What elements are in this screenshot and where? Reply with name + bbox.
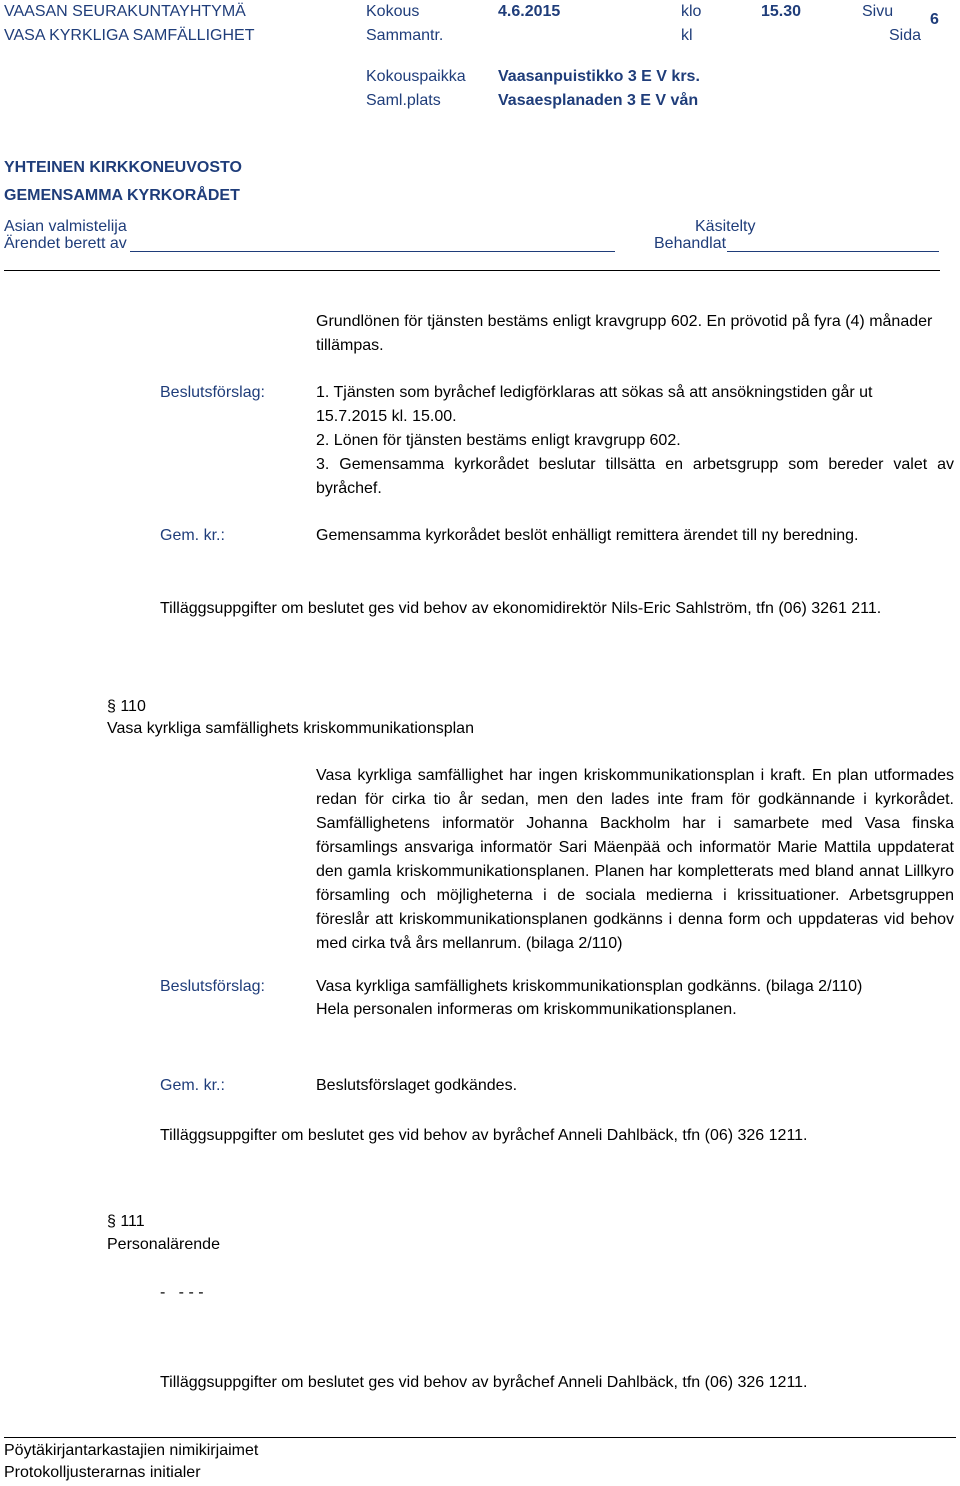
meeting-date: 4.6.2015 (498, 3, 561, 20)
section-110-body: Vasa kyrkliga samfällighet har ingen kriskommunikationsplan i kraft. En plan utformades redan för cirka tio år sedan, men den lades inte fram för godkännande i kyrkorådet. Samfällighetens informatör Johanna Backholm har i samarbete med Vasa finska församlings ansvariga informatör Sari Mäenpää och informatör Marie Mattila uppdaterat den gamla kriskommunikationsplanen. Planen har kompletterats med bland annat Lillkyro församling och möjligheterna i de sociala medierna i krissituationer. Arbetsgruppen föreslår att kriskommunikationsplanen godkänns i denna form och uppdateras vid behov med cirka två års mellanrum. (bilaga 2/110) (316, 767, 954, 952)
section-110-title: Vasa kyrkliga samfällighets kriskommunikationsplan (107, 720, 474, 737)
section-110-info: Tilläggsuppgifter om beslutet ges vid behov av byråchef Anneli Dahlbäck, tfn (06) 326 1211. (160, 1127, 808, 1144)
section-111-dashes: - - - - (160, 1284, 204, 1301)
org-name-fi: VAASAN SEURAKUNTAYHTYMÄ (4, 3, 246, 20)
proposal-label: Beslutsförslag: (160, 384, 265, 401)
salary-intro: Grundlönen för tjänsten bestäms enligt kravgrupp 602. En prövotid på fyra (4) månader tillämpas. (316, 313, 933, 354)
section-111-info: Tilläggsuppgifter om beslutet ges vid behov av byråchef Anneli Dahlbäck, tfn (06) 326 1211. (160, 1374, 808, 1391)
section-110-decision: Beslutsförslaget godkändes. (316, 1077, 518, 1094)
asian-valmistelija-label: Asian valmistelija (4, 218, 127, 235)
behandlat-label: Behandlat (654, 235, 727, 252)
handled-line (727, 251, 939, 252)
sida-label: Sida (889, 27, 922, 44)
decision-text: Gemensamma kyrkorådet beslöt enhälligt remittera ärendet till ny beredning. (316, 527, 859, 544)
kl-label: kl (681, 27, 693, 44)
samlplats-value: Vasaesplanaden 3 E V vån (498, 92, 699, 109)
sivu-label: Sivu (862, 3, 894, 20)
section-110-decision-label: Gem. kr.: (160, 1077, 225, 1094)
body-name-sv: GEMENSAMMA KYRKORÅDET (4, 187, 240, 204)
info-text (160, 597, 920, 621)
arendet-berett-label: Ärendet berett av (4, 235, 127, 252)
footer-divider (4, 1437, 956, 1438)
section-110-number: § 110 (107, 698, 146, 715)
klo-label: klo (681, 3, 702, 20)
kokouspaikka-label: Kokouspaikka (366, 68, 466, 85)
proposal-item-1: 1. Tjänsten som byråchef ledigförklaras att sökas så att ansökningstiden går ut 15.7.2015 kl. 15.00. (316, 384, 873, 425)
prepared-by-line (130, 251, 615, 252)
sammantr-label: Sammantr. (366, 27, 444, 44)
kokouspaikka-value: Vaasanpuistikko 3 E V krs. (498, 68, 700, 85)
page-number: 6 (930, 11, 939, 28)
footer-initials-fi: Pöytäkirjantarkastajien nimikirjaimet (4, 1442, 259, 1459)
section-111-title: Personalärende (107, 1236, 220, 1253)
footer-initials-sv: Protokolljusterarnas initialer (4, 1464, 201, 1481)
body-name-fi: YHTEINEN KIRKKONEUVOSTO (4, 159, 242, 176)
meeting-time: 15.30 (761, 3, 802, 20)
section-111-number: § 111 (107, 1213, 145, 1230)
samlplats-label: Saml.plats (366, 92, 441, 109)
kasitelty-label: Käsitelty (695, 218, 756, 235)
kokous-label: Kokous (366, 3, 420, 20)
proposal-item-2: 2. Lönen för tjänsten bestäms enligt kravgrupp 602. (316, 432, 681, 449)
info-text-content: Tilläggsuppgifter om beslutet ges vid behov av ekonomidirektör Nils-Eric Sahlström, tfn (06) 3261 211. (160, 600, 882, 617)
decision-label: Gem. kr.: (160, 527, 225, 544)
section-110-proposal-line2: Hela personalen informeras om kriskommunikationsplanen. (316, 1001, 737, 1018)
section-110-proposal-line1: Vasa kyrkliga samfällighets kriskommunikationsplan godkänns. (bilaga 2/110) (316, 978, 863, 995)
header-divider (4, 270, 940, 271)
org-name-sv: VASA KYRKLIGA SAMFÄLLIGHET (4, 27, 255, 44)
proposal-item-3: 3. Gemensamma kyrkorådet beslutar tillsätta en arbetsgrupp som bereder valet av byråchef. (316, 456, 954, 497)
section-110-proposal-label: Beslutsförslag: (160, 978, 265, 995)
